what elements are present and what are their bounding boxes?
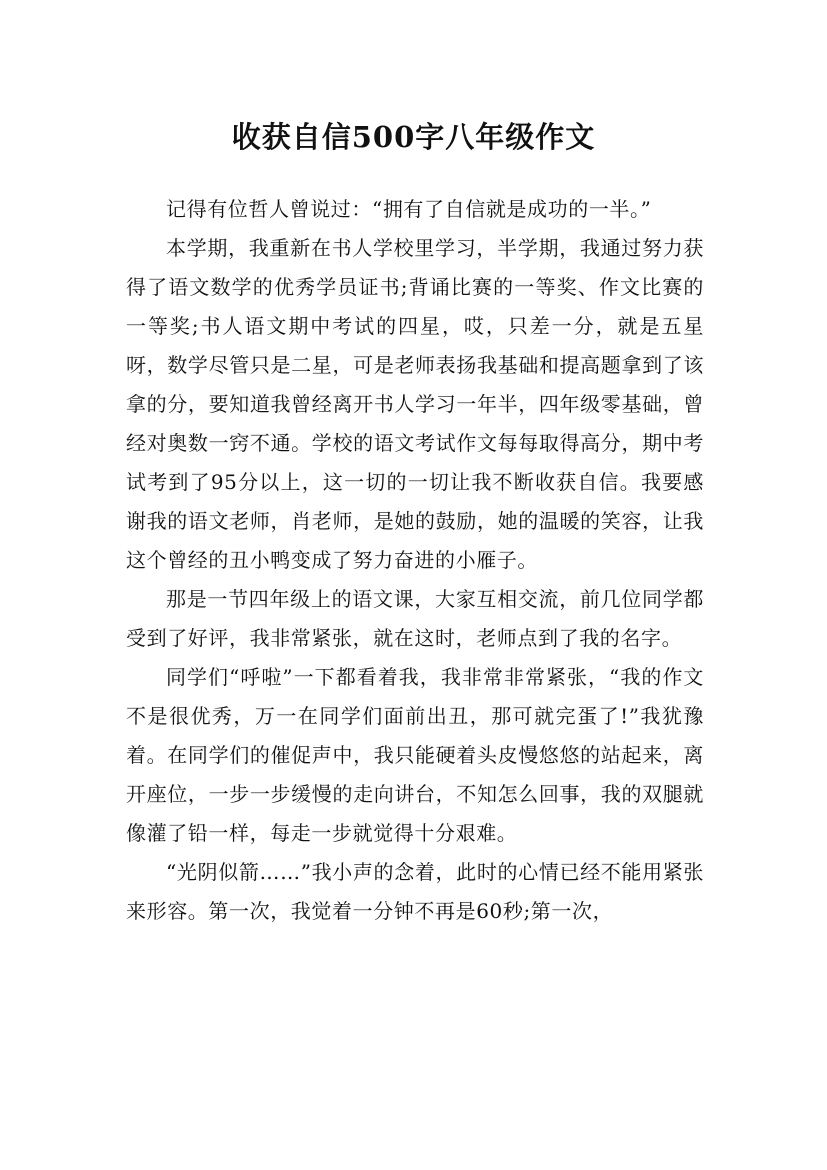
document-body bbox=[126, 190, 704, 931]
paragraph-4: 同学们“呼啦”一下都看着我，我非常非常紧张，“我的作文不是很优秀，万一在同学们面前出丑，那可就完蛋了!”我犹豫着。在同学们的催促声中，我只能硬着头皮慢悠悠的站起来，离开座位，一步一步缓慢的走向讲台，不知怎么回事，我的双腿就像灌了铅一样，每走一步就觉得十分艰难。 bbox=[126, 665, 704, 845]
paragraph-2: 本学期，我重新在书人学校里学习，半学期，我通过努力获得了语文数学的优秀学员证书;背诵比赛的一等奖、作文比赛的一等奖;书人语文期中考试的四星，哎，只差一分，就是五星呀，数学尽管只是二星，可是老师表扬我基础和提高题拿到了该拿的分，要知道我曾经离开书人学习一年半，四年级零基础，曾经对奥数一窍不通。学校的语文考试作文每每取得高分，期中考试考到了95分以上，这一切的一切让我不断收获自信。我要感谢我的语文老师，肖老师，是她的鼓励，她的温暖的笑容，让我这个曾经的丑小鸭变成了努力奋进的小雁子。 bbox=[126, 236, 704, 572]
paragraph-5: “光阴似箭……”我小声的念着，此时的心情已经不能用紧张来形容。第一次，我觉着一分钟不再是60秒;第一次， bbox=[126, 860, 704, 923]
document-title: 收获自信500字八年级作文 bbox=[231, 120, 596, 155]
paragraph-3: 那是一节四年级上的语文课，大家互相交流，前几位同学都受到了好评，我非常紧张，就在这时，老师点到了我的名字。 bbox=[126, 587, 704, 650]
paragraph-1: 记得有位哲人曾说过：“拥有了自信就是成功的一半。” bbox=[166, 197, 652, 221]
